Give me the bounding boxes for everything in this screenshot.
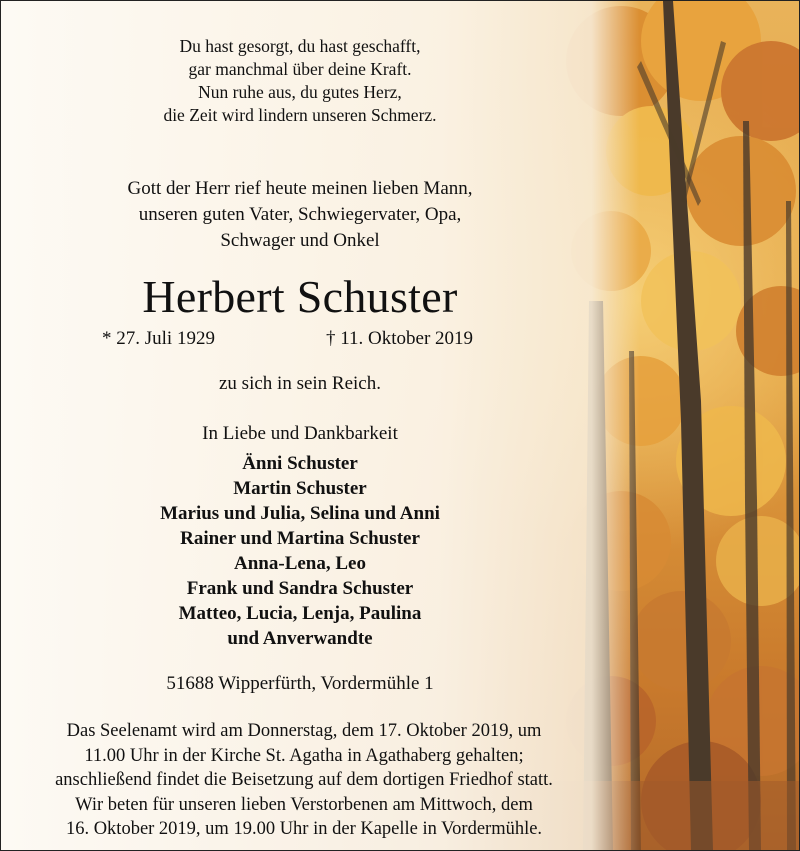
service-line: Wir beten für unseren lieben Verstorbenen am Mittwoch, dem	[75, 794, 533, 815]
mourner-name: Marius und Julia, Selina und Anni	[160, 503, 440, 524]
deceased-name: Herbert Schuster	[142, 271, 458, 322]
service-line: 11.00 Uhr in der Kirche St. Agatha in Agathaberg gehalten;	[84, 745, 524, 766]
death-date: † 11. Oktober 2019	[326, 328, 474, 349]
text-column	[1, 1, 599, 850]
dankbarkeit-line: In Liebe und Dankbarkeit	[202, 423, 398, 444]
poem-line: Nun ruhe aus, du gutes Herz,	[198, 82, 402, 102]
intro-line: unseren guten Vater, Schwiegervater, Opa,	[138, 204, 462, 225]
intro-line: Gott der Herr rief heute meinen lieben Mann,	[127, 178, 473, 199]
birth-date: * 27. Juli 1929	[102, 328, 215, 349]
mourner-name: Frank und Sandra Schuster	[186, 578, 414, 599]
service-line: 16. Oktober 2019, um 19.00 Uhr in der Kapelle in Vordermühle.	[65, 819, 543, 839]
mourner-name: und Anverwandte	[227, 628, 373, 649]
poem	[1, 35, 599, 127]
service-line: anschließend findet die Beisetzung auf dem dortigen Friedhof statt.	[55, 770, 553, 790]
address: 51688 Wipperfürth, Vordermühle 1	[166, 673, 434, 694]
mourner-name: Rainer und Martina Schuster	[180, 528, 420, 549]
mourner-name: Martin Schuster	[233, 478, 367, 499]
poem-line: die Zeit wird lindern unseren Schmerz.	[163, 105, 437, 125]
poem-line: Du hast gesorgt, du hast geschafft,	[179, 36, 421, 56]
announcement-intro	[1, 176, 599, 254]
mourner-name: Anna-Lena, Leo	[234, 553, 366, 574]
service-line: Das Seelenamt wird am Donnerstag, dem 17. Oktober 2019, um	[66, 721, 542, 741]
reich-line: zu sich in sein Reich.	[219, 373, 381, 394]
service-info	[9, 719, 599, 842]
mourner-name: Matteo, Lucia, Lenja, Paulina	[178, 603, 422, 624]
mourners-list	[1, 451, 599, 651]
mourner-name: Änni Schuster	[242, 453, 358, 474]
poem-line: gar manchmal über deine Kraft.	[188, 59, 412, 79]
intro-line: Schwager und Onkel	[220, 230, 380, 251]
